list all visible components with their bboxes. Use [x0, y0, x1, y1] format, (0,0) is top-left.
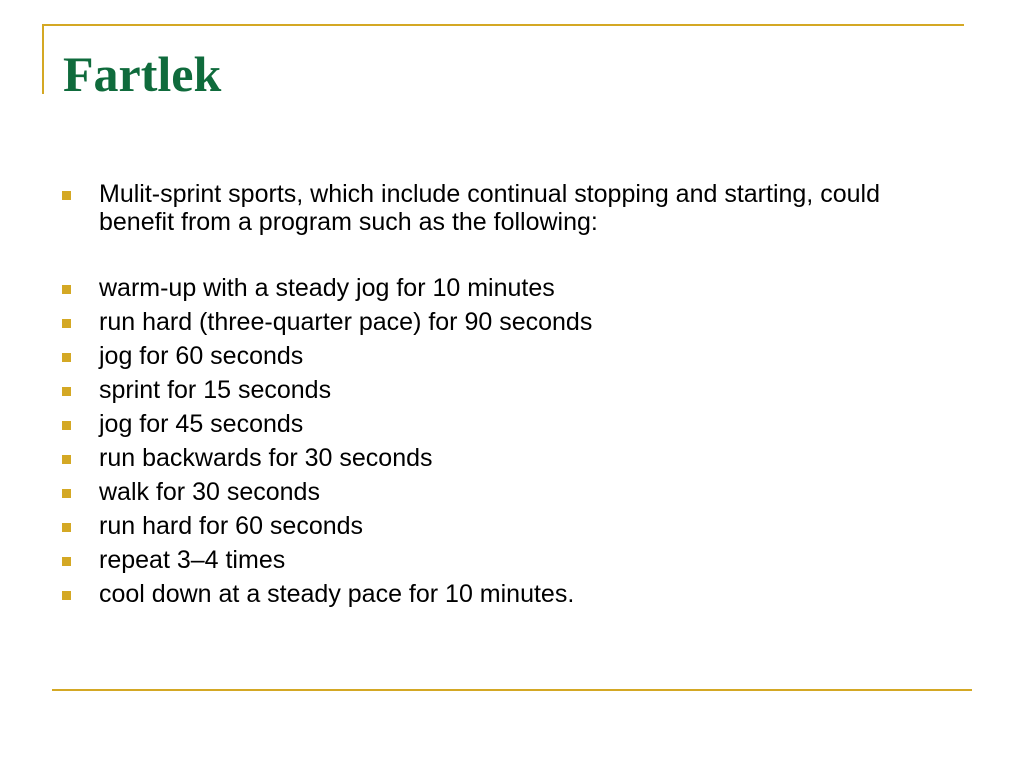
bullet-item: [62, 308, 942, 336]
square-bullet-icon: [62, 387, 71, 396]
bullet-item: [62, 342, 942, 370]
square-bullet-icon: [62, 557, 71, 566]
bullet-text: walk for 30 seconds: [99, 478, 320, 506]
bullet-item: [62, 580, 942, 608]
square-bullet-icon: [62, 523, 71, 532]
bullet-text: warm-up with a steady jog for 10 minutes: [99, 274, 555, 302]
bullet-item: [62, 478, 942, 506]
square-bullet-icon: [62, 191, 71, 200]
bottom-accent-line: [52, 689, 972, 691]
square-bullet-icon: [62, 489, 71, 498]
bullet-list: [62, 180, 942, 608]
bullet-text: run hard for 60 seconds: [99, 512, 364, 540]
top-accent-line: [42, 24, 964, 26]
bullet-text: cool down at a steady pace for 10 minutes.: [99, 580, 575, 608]
bullet-item: [62, 546, 942, 574]
bullet-text: jog for 45 seconds: [99, 410, 304, 438]
bullet-text: sprint for 15 seconds: [99, 376, 332, 404]
square-bullet-icon: [62, 353, 71, 362]
bullet-text: repeat 3–4 times: [99, 546, 286, 574]
bullet-item: [62, 274, 942, 302]
bullet-item: [62, 512, 942, 540]
bullet-text: jog for 60 seconds: [99, 342, 304, 370]
left-accent-line: [42, 24, 44, 94]
bullet-text: run hard (three-quarter pace) for 90 seconds: [99, 308, 593, 336]
bullet-text: run backwards for 30 seconds: [99, 444, 433, 472]
bullet-item: [62, 444, 942, 472]
bullet-item: [62, 376, 942, 404]
square-bullet-icon: [62, 319, 71, 328]
bullet-item: [62, 180, 942, 236]
bullet-text: Mulit-sprint sports, which include continual stopping and starting, could benefit from a program such as the following:: [99, 180, 880, 236]
square-bullet-icon: [62, 421, 71, 430]
bullet-item: [62, 410, 942, 438]
square-bullet-icon: [62, 285, 71, 294]
square-bullet-icon: [62, 591, 71, 600]
square-bullet-icon: [62, 455, 71, 464]
slide-title: Fartlek: [63, 46, 222, 102]
